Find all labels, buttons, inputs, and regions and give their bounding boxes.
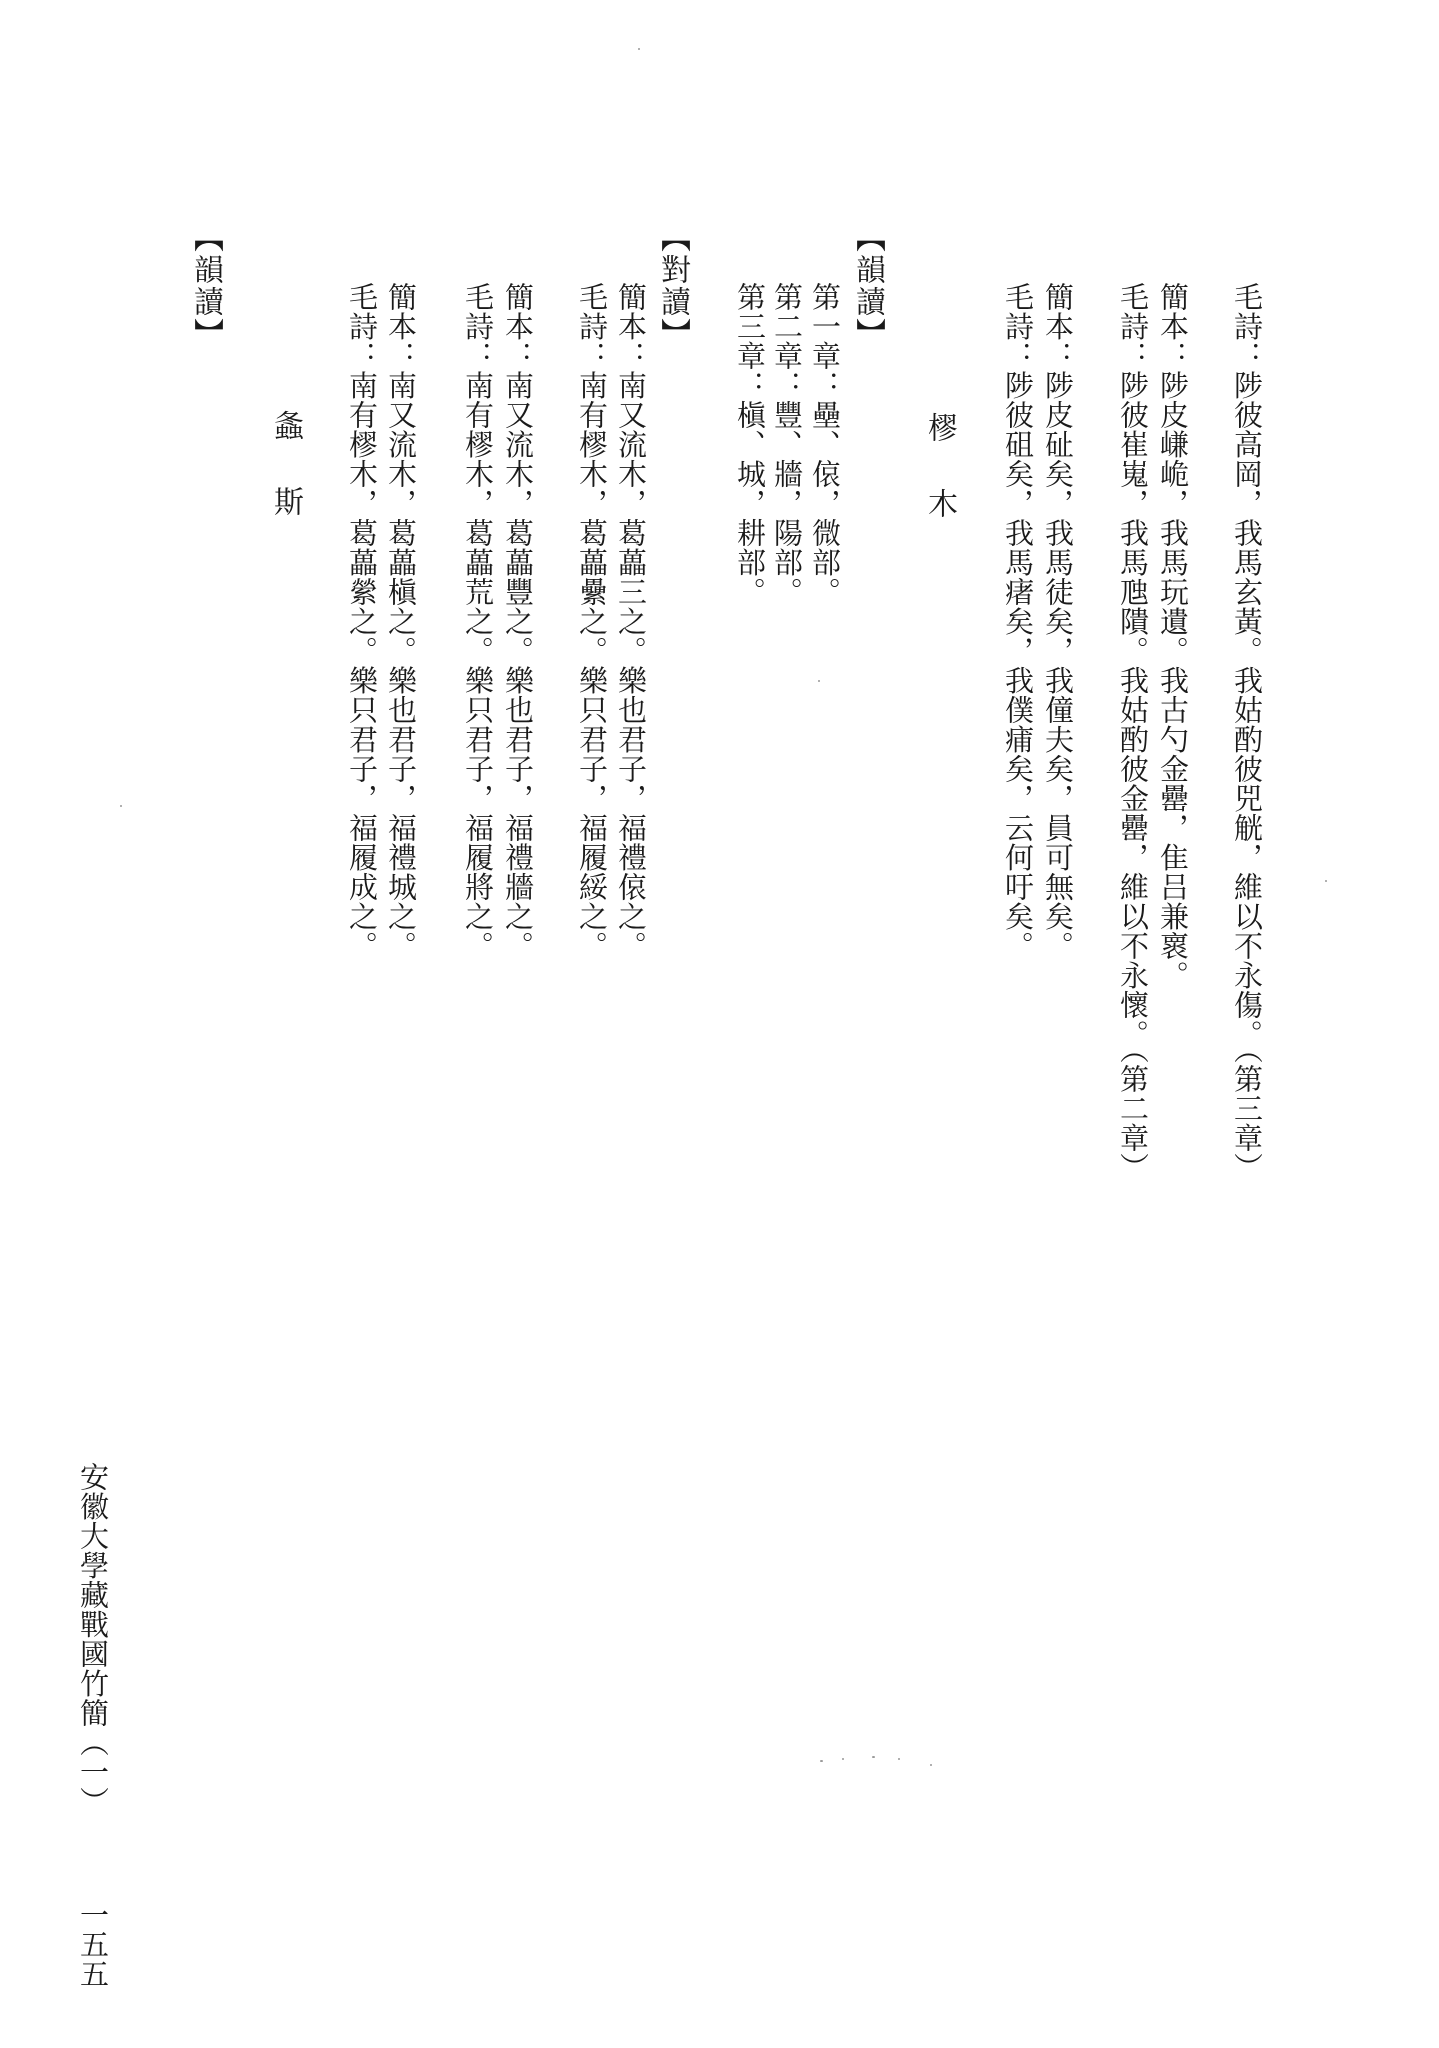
comparison-line: 簡本：南又流木，葛藟三之。樂也君子，福禮偯之。 <box>614 282 648 961</box>
scan-speck <box>120 805 122 807</box>
scan-speck <box>898 1758 900 1760</box>
scan-speck <box>820 1760 823 1762</box>
verse-line: 毛詩：陟彼崔嵬，我馬虺隤。我姑酌彼金罍，維以不永懷。（第二章） <box>1116 282 1150 1182</box>
duidu-heading: 【對讀】 <box>655 222 690 350</box>
comparison-line: 簡本：南又流木，葛藟豐之。樂也君子，福禮牆之。 <box>501 282 535 961</box>
verse-line: 毛詩：陟彼高岡，我馬玄黃。我姑酌彼兕觥，維以不永傷。（第三章） <box>1230 282 1264 1182</box>
scan-speck <box>638 48 640 50</box>
yundu-heading: 【韻讀】 <box>850 222 885 350</box>
comparison-line: 毛詩：南有樛木，葛藟縈之。樂只君子，福履成之。 <box>345 282 379 961</box>
rhyme-line: 第二章：豐、牆，陽部。 <box>770 282 804 607</box>
page-number: 一五五 <box>76 1900 110 1989</box>
scan-speck <box>842 1758 844 1760</box>
scan-speck <box>930 1764 932 1766</box>
comparison-line: 毛詩：南有樛木，葛藟荒之。樂只君子，福履將之。 <box>461 282 495 961</box>
verse-line: 毛詩：陟彼砠矣，我馬瘏矣，我僕痡矣，云何吁矣。 <box>1001 282 1035 961</box>
poem-title: 螽斯 <box>268 410 303 562</box>
comparison-line: 簡本：南又流木，葛藟槇之。樂也君子，福禮城之。 <box>384 282 418 961</box>
scan-speck <box>1325 880 1327 882</box>
rhyme-line: 第三章：槇、城，耕部。 <box>733 282 767 607</box>
book-title: 安徽大學藏戰國竹簡（一） <box>76 1462 110 1816</box>
yundu-heading: 【韻讀】 <box>188 222 223 350</box>
scan-speck <box>818 680 820 682</box>
verse-line: 簡本：陟皮砋矣，我馬徒矣，我僮夫矣，員可無矣。 <box>1041 282 1075 961</box>
rhyme-line: 第一章：壘、偯，微部。 <box>808 282 842 607</box>
poem-title: 樛木 <box>922 412 957 564</box>
scan-speck <box>872 1756 875 1758</box>
comparison-line: 毛詩：南有樛木，葛藟纍之。樂只君子，福履綏之。 <box>575 282 609 961</box>
verse-line: 簡本：陟皮嵰峗，我馬玩遺。我古勺金罍，隹吕兼褱。 <box>1156 282 1190 990</box>
